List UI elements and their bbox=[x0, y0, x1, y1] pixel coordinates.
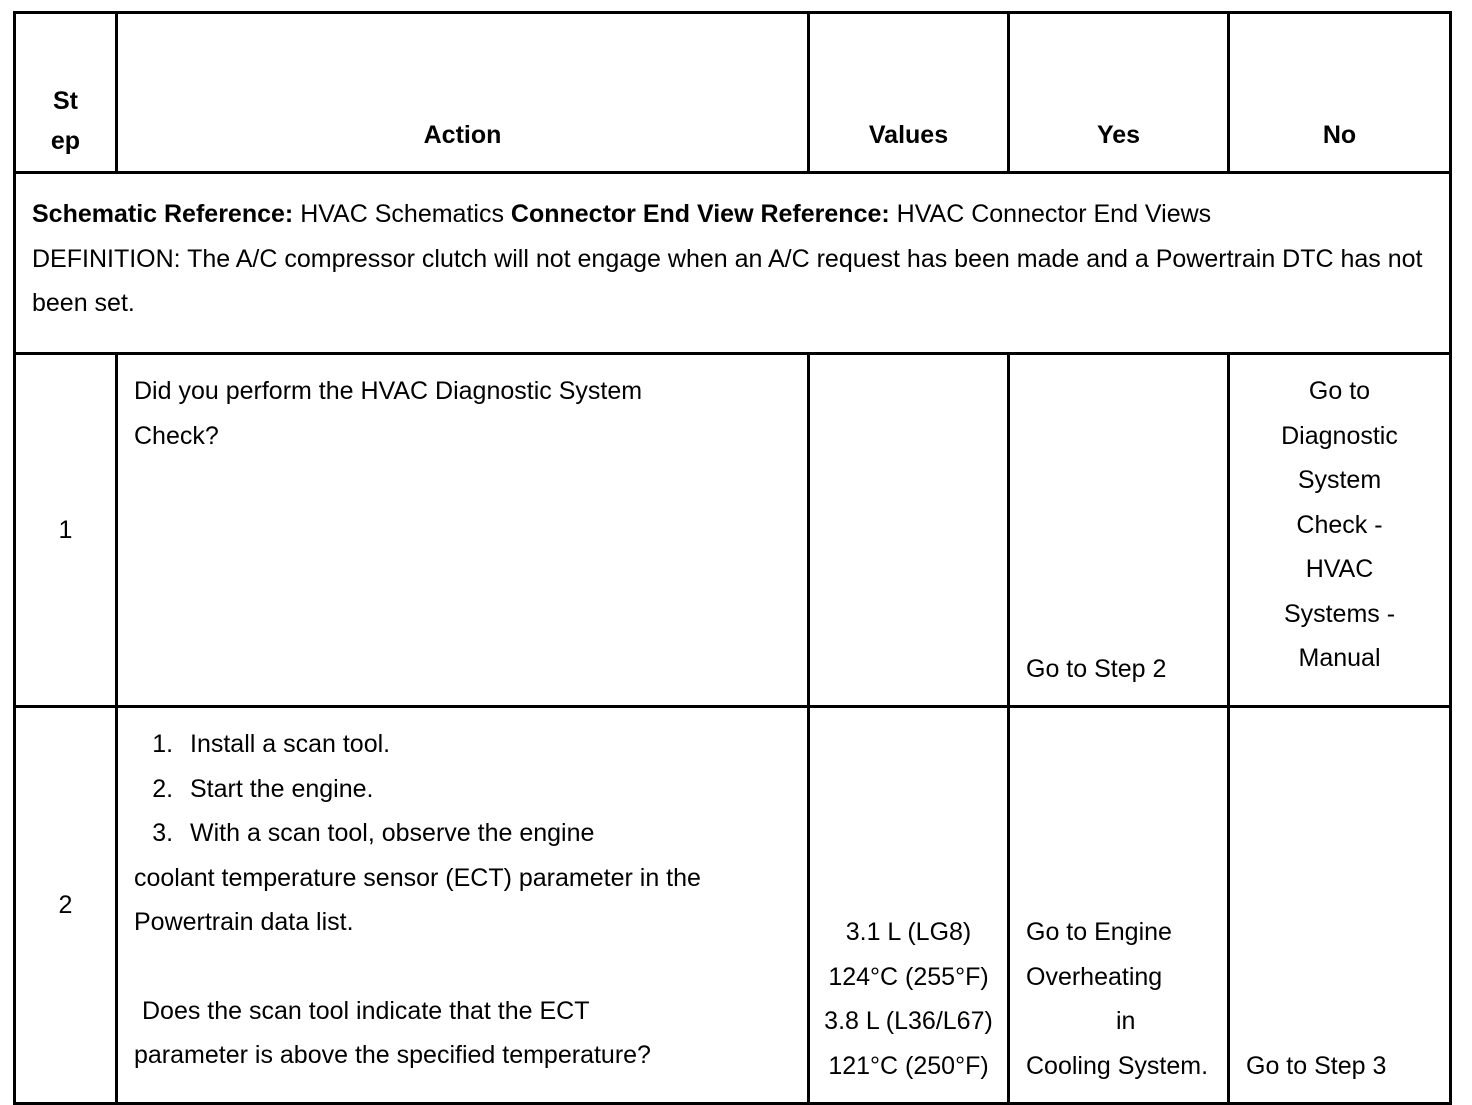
step-number: 2 bbox=[15, 707, 117, 1104]
header-values: Values bbox=[809, 13, 1009, 173]
list-item: 2. Start the engine. bbox=[180, 767, 727, 812]
step-yes-link[interactable]: Go to Step 2 bbox=[1009, 354, 1229, 707]
reference-row bbox=[15, 173, 1451, 354]
action-question-line1: Does the scan tool indicate that the ECT bbox=[142, 996, 590, 1025]
table-row bbox=[15, 354, 1451, 707]
yes-line2: in bbox=[1116, 1007, 1136, 1035]
step-values bbox=[809, 354, 1009, 707]
yes-line3: Cooling System. bbox=[1026, 1051, 1209, 1080]
header-yes: Yes bbox=[1009, 13, 1229, 173]
yes-line1: Go to Engine Overheating bbox=[1026, 918, 1172, 991]
list-item: 3. With a scan tool, observe the engine bbox=[180, 811, 727, 856]
connector-reference-label: Connector End View Reference: bbox=[510, 200, 890, 228]
action-steps-list bbox=[134, 722, 727, 856]
schematic-reference-label: Schematic Reference: bbox=[32, 200, 294, 228]
step-values: 3.1 L (LG8) 124°C (255°F) 3.8 L (L36/L67) 121°C (250°F) bbox=[809, 707, 1009, 1104]
step-number: 1 bbox=[15, 354, 117, 707]
table-row bbox=[15, 707, 1451, 1104]
header-action: Action bbox=[117, 13, 809, 173]
list-item: 1. Install a scan tool. bbox=[180, 722, 727, 767]
connector-reference-link[interactable]: HVAC Connector End Views bbox=[896, 200, 1212, 228]
header-step: St ep bbox=[15, 13, 117, 173]
header-no: No bbox=[1229, 13, 1451, 173]
step-no-link[interactable]: Go to Step 3 bbox=[1229, 707, 1451, 1104]
definition-text: DEFINITION: The A/C compressor clutch will not engage when an A/C request has been made and a Powertrain DTC has not been set. bbox=[32, 244, 1423, 317]
step-action bbox=[117, 707, 809, 1104]
reference-cell bbox=[15, 173, 1451, 354]
schematic-reference-link[interactable]: HVAC Schematics bbox=[300, 200, 504, 228]
action-question-line2: parameter is above the specified temperature? bbox=[134, 1041, 651, 1069]
action-continuation: coolant temperature sensor (ECT) parameter in the Powertrain data list. bbox=[134, 863, 701, 936]
diagnostic-table bbox=[13, 11, 1452, 1105]
step-action: Did you perform the HVAC Diagnostic System Check? bbox=[117, 354, 809, 707]
header-row bbox=[15, 13, 1451, 173]
step-no-link[interactable]: Go to Diagnostic System Check - HVAC Systems - Manual bbox=[1229, 354, 1451, 707]
step-yes-link[interactable] bbox=[1009, 707, 1229, 1104]
